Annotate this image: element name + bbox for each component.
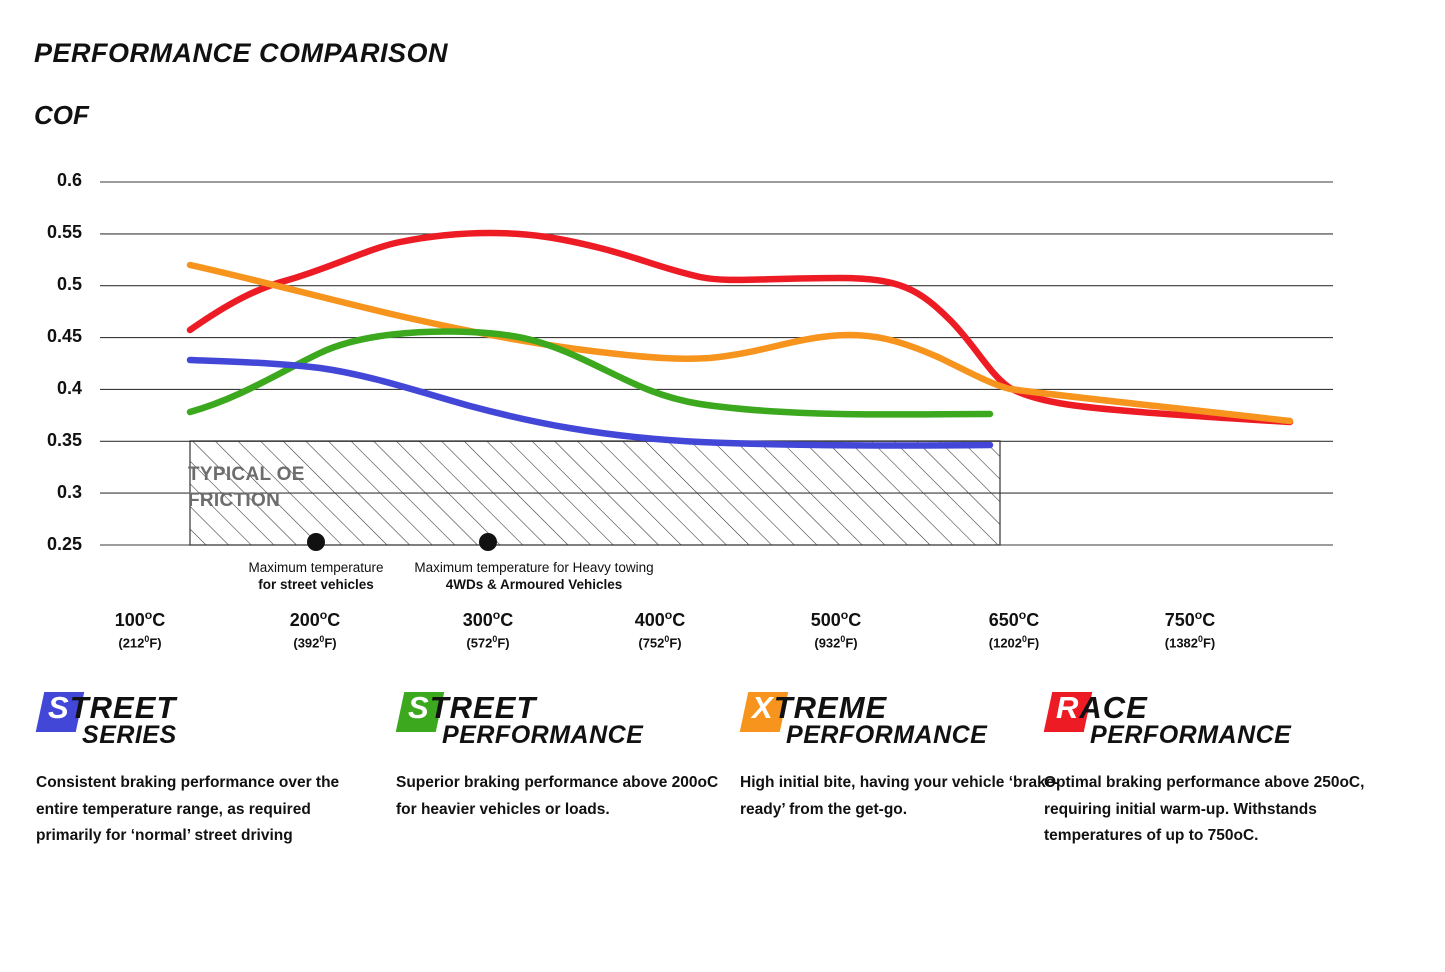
street-series-word2: SERIES <box>82 721 177 749</box>
legend-item-xtreme-performance <box>740 690 1080 823</box>
street-performance-logo <box>396 690 736 764</box>
y-tick-0.45: 0.45 <box>46 326 82 346</box>
typical-oe-friction-band <box>190 441 1000 545</box>
race-performance-word1: RACE <box>1056 690 1148 725</box>
xtreme-performance-word2: PERFORMANCE <box>786 721 988 749</box>
y-axis-title: COF <box>34 100 89 130</box>
marker-dot-street <box>307 533 325 551</box>
marker-note-towing: Maximum temperature for Heavy towing 4WDs & Armoured Vehicles <box>414 560 654 592</box>
y-tick-0.35: 0.35 <box>46 430 82 450</box>
race-performance-word2: PERFORMANCE <box>1090 721 1292 749</box>
xtreme-performance-logo <box>740 690 1080 764</box>
race-performance-description: Optimal braking performance above 250oC, requiring initial warm-up. Withstands temperatures of up to 750oC. <box>1044 774 1365 845</box>
legend-item-street-performance <box>396 690 736 823</box>
y-tick-0.3: 0.3 <box>56 482 82 502</box>
xtreme-performance-word1: XTREME <box>752 690 888 725</box>
street-series-logo <box>36 690 376 764</box>
series-street-performance <box>190 332 990 415</box>
x-tick-650: 650$^o$C (1202$^0$F) <box>988 608 1040 651</box>
street-series-word1: STREET <box>48 690 177 725</box>
x-tick-200: 200$^o$C $(392^0F)$ <box>289 608 341 651</box>
marker-dot-towing <box>479 533 497 551</box>
x-tick-750: 750$^o$C (1382$^0$F) <box>1164 608 1216 651</box>
legend-item-street-series <box>36 690 376 850</box>
y-tick-0.6: 0.6 <box>56 170 82 190</box>
y-tick-0.4: 0.4 <box>56 378 82 398</box>
typical-oe-friction-label: TYPICAL OE FRICTION <box>188 464 305 511</box>
y-tick-0.25: 0.25 <box>46 534 82 554</box>
legend-item-race-performance <box>1044 690 1384 850</box>
street-performance-word2: PERFORMANCE <box>442 721 644 749</box>
street-performance-description: Superior braking performance above 200oC for heavier vehicles or loads. <box>396 774 719 818</box>
street-performance-word1: STREET <box>408 690 537 725</box>
series-race-performance <box>190 233 1290 422</box>
legend <box>0 690 1445 950</box>
race-performance-logo <box>1044 690 1384 764</box>
x-tick-400: 400$^o$C $(752^0F)$ <box>634 608 686 651</box>
y-tick-0.55: 0.55 <box>46 222 82 242</box>
x-tick-500: 500$^o$C $(932^0F)$ <box>810 608 862 651</box>
x-tick-100: 100$^o$C $(212^0F)$ <box>114 608 166 651</box>
xtreme-performance-description: High initial bite, having your vehicle ‘brake-ready’ from the get-go. <box>740 774 1060 818</box>
page-title: PERFORMANCE COMPARISON <box>34 38 449 68</box>
marker-note-street: Maximum temperature for street vehicles <box>248 560 384 592</box>
x-tick-300: 300$^o$C $(572^0F)$ <box>462 608 514 651</box>
series-street-series <box>190 360 990 446</box>
street-series-description: Consistent braking performance over the entire temperature range, as required primarily for ‘normal’ street driving <box>36 774 340 845</box>
y-tick-0.5: 0.5 <box>56 274 82 294</box>
